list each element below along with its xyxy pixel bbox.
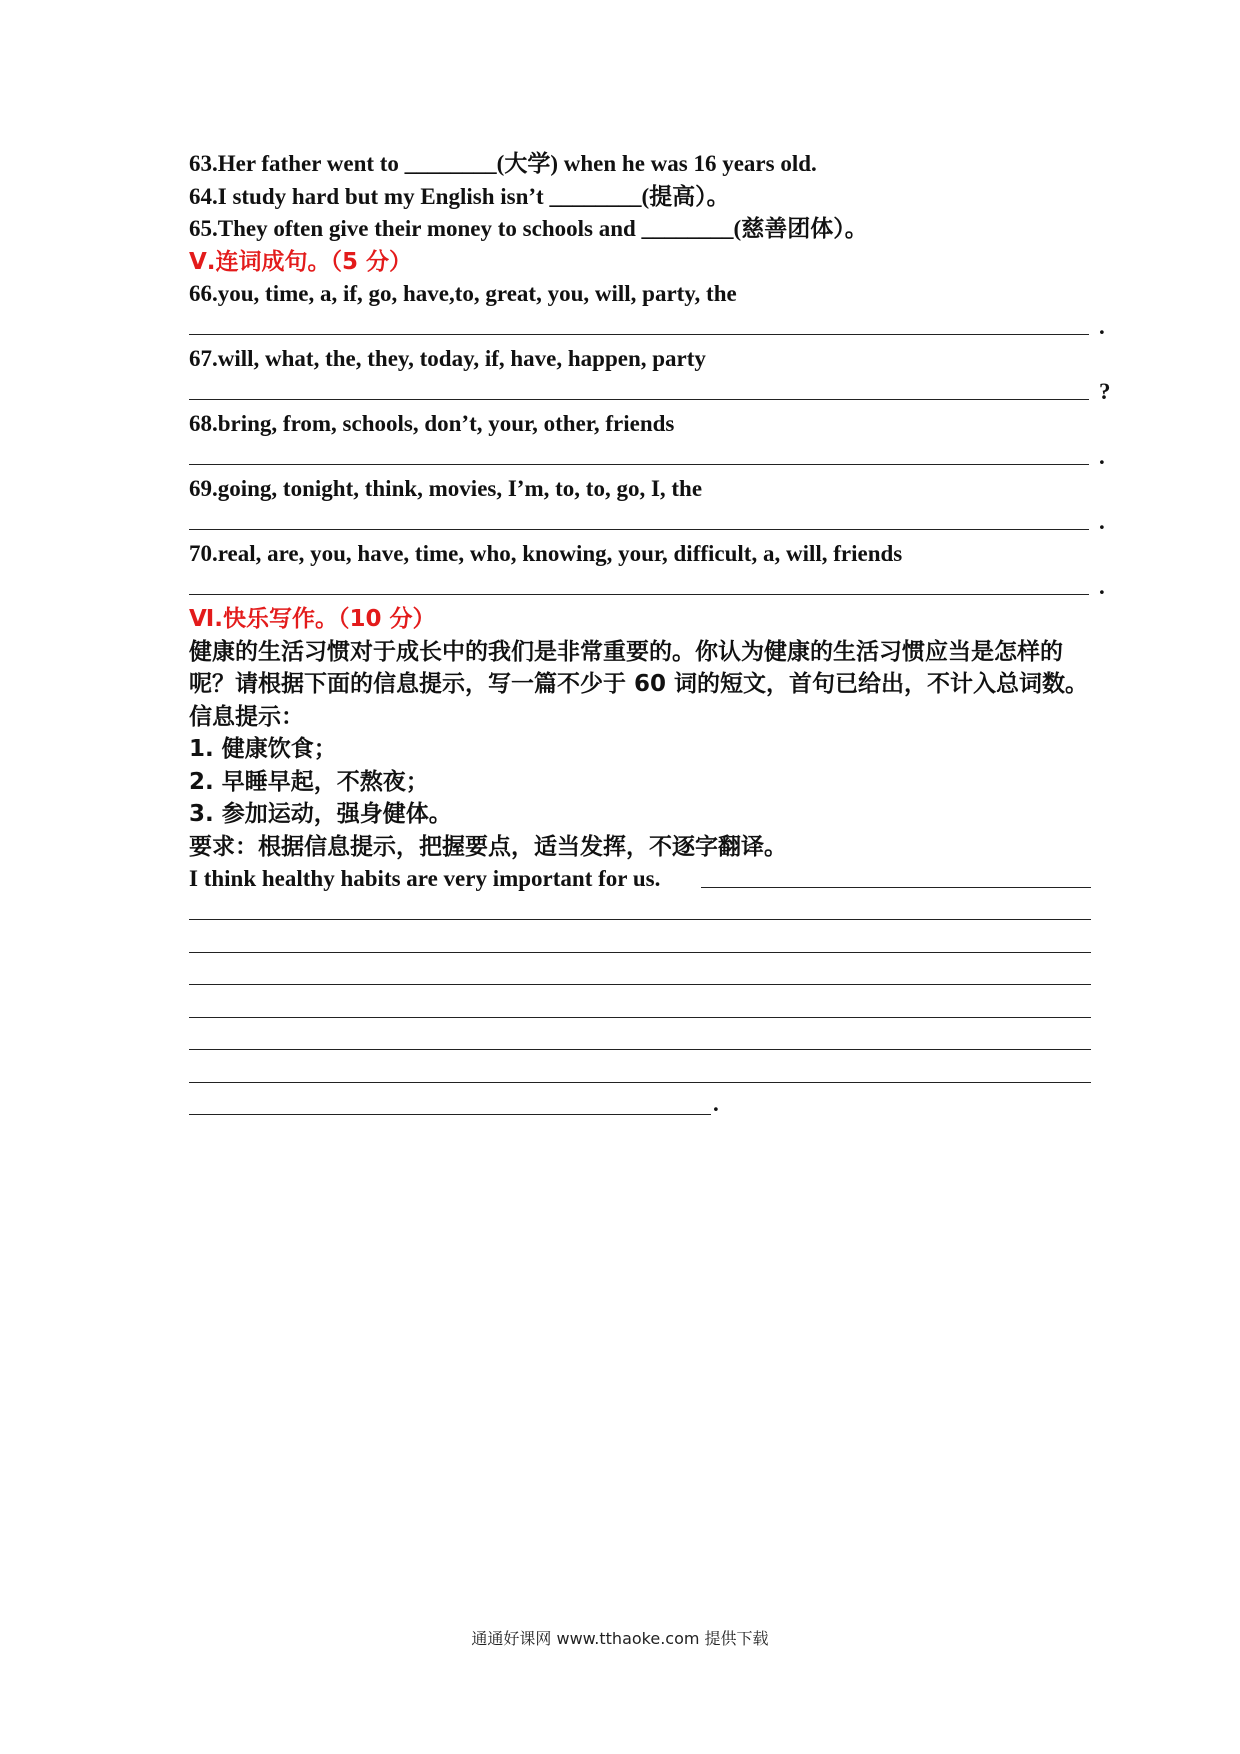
- writing-prompt: 健康的生活习惯对于成长中的我们是非常重要的。你认为健康的生活习惯应当是怎样的呢？请根据下面的信息提示，写一篇不少于 60 词的短文，首句已给出，不计入总词数。: [189, 638, 1089, 697]
- answer-rule: [189, 594, 1089, 595]
- writing-line[interactable]: [189, 896, 1109, 929]
- answer-rule: [189, 1082, 1091, 1083]
- answer-rule: [189, 984, 1091, 985]
- section-6-heading: Ⅵ.快乐写作。（10 分）: [189, 606, 436, 632]
- answer-rule: [189, 464, 1089, 465]
- hint-item: 2. 早睡早起，不熬夜；: [189, 768, 429, 795]
- question-63: 63.Her father went to ________(大学) when he was 16 years old.: [189, 151, 817, 176]
- answer-rule: [189, 952, 1091, 953]
- writing-line[interactable]: [189, 928, 1109, 961]
- section-5-heading: Ⅴ.连词成句。（5 分）: [189, 248, 413, 275]
- answer-line-69[interactable]: [189, 506, 1109, 539]
- hints-title: 信息提示：: [189, 703, 304, 730]
- answer-rule: [189, 529, 1089, 530]
- answer-rule: [189, 1017, 1091, 1018]
- writing-line-first[interactable]: [189, 863, 1109, 896]
- end-punctuation: .: [1099, 443, 1105, 469]
- question-64: 64.I study hard but my English isn’t ________(提高）。: [189, 183, 730, 209]
- answer-line-68[interactable]: [189, 441, 1109, 474]
- question-66-words: 66.you, time, a, if, go, have,to, great, you, will, party, the: [189, 281, 737, 306]
- answer-rule: [189, 399, 1089, 400]
- answer-line-67[interactable]: [189, 376, 1109, 409]
- footer-credit: 通通好课网 www.tthaoke.com 提供下载: [471, 1629, 769, 1648]
- answer-line-66[interactable]: [189, 311, 1109, 344]
- question-65: 65.They often give their money to schools and ________(慈善团体）。: [189, 216, 868, 241]
- first-sentence: I think healthy habits are very important for us.: [189, 866, 661, 891]
- question-70-words: 70.real, are, you, have, time, who, knowing, your, difficult, a, will, friends: [189, 541, 903, 566]
- writing-line[interactable]: [189, 1058, 1109, 1091]
- end-punctuation: .: [1099, 573, 1105, 599]
- end-punctuation: ?: [1099, 378, 1111, 404]
- requirement: 要求：根据信息提示，把握要点，适当发挥，不逐字翻译。: [189, 833, 787, 860]
- end-punctuation: .: [713, 1090, 719, 1116]
- answer-rule: [189, 334, 1089, 335]
- writing-line[interactable]: [189, 961, 1109, 994]
- answer-line-70[interactable]: [189, 571, 1109, 604]
- writing-line-last[interactable]: [189, 1091, 1109, 1124]
- end-punctuation: .: [1099, 313, 1105, 339]
- writing-line[interactable]: [189, 993, 1109, 1026]
- hint-item: 1. 健康饮食；: [189, 736, 337, 762]
- question-69-words: 69.going, tonight, think, movies, I’m, to, to, go, I, the: [189, 476, 703, 501]
- answer-rule: [189, 919, 1091, 920]
- answer-rule: [189, 1114, 711, 1115]
- end-punctuation: .: [1099, 508, 1105, 534]
- answer-rule: [701, 887, 1091, 888]
- question-67-words: 67.will, what, the, they, today, if, have, happen, party: [189, 346, 706, 371]
- writing-line[interactable]: [189, 1026, 1109, 1059]
- hint-item: 3. 参加运动，强身健体。: [189, 801, 452, 827]
- worksheet-page: [189, 148, 1109, 1123]
- question-68-words: 68.bring, from, schools, don’t, your, other, friends: [189, 411, 675, 436]
- answer-rule: [189, 1049, 1091, 1050]
